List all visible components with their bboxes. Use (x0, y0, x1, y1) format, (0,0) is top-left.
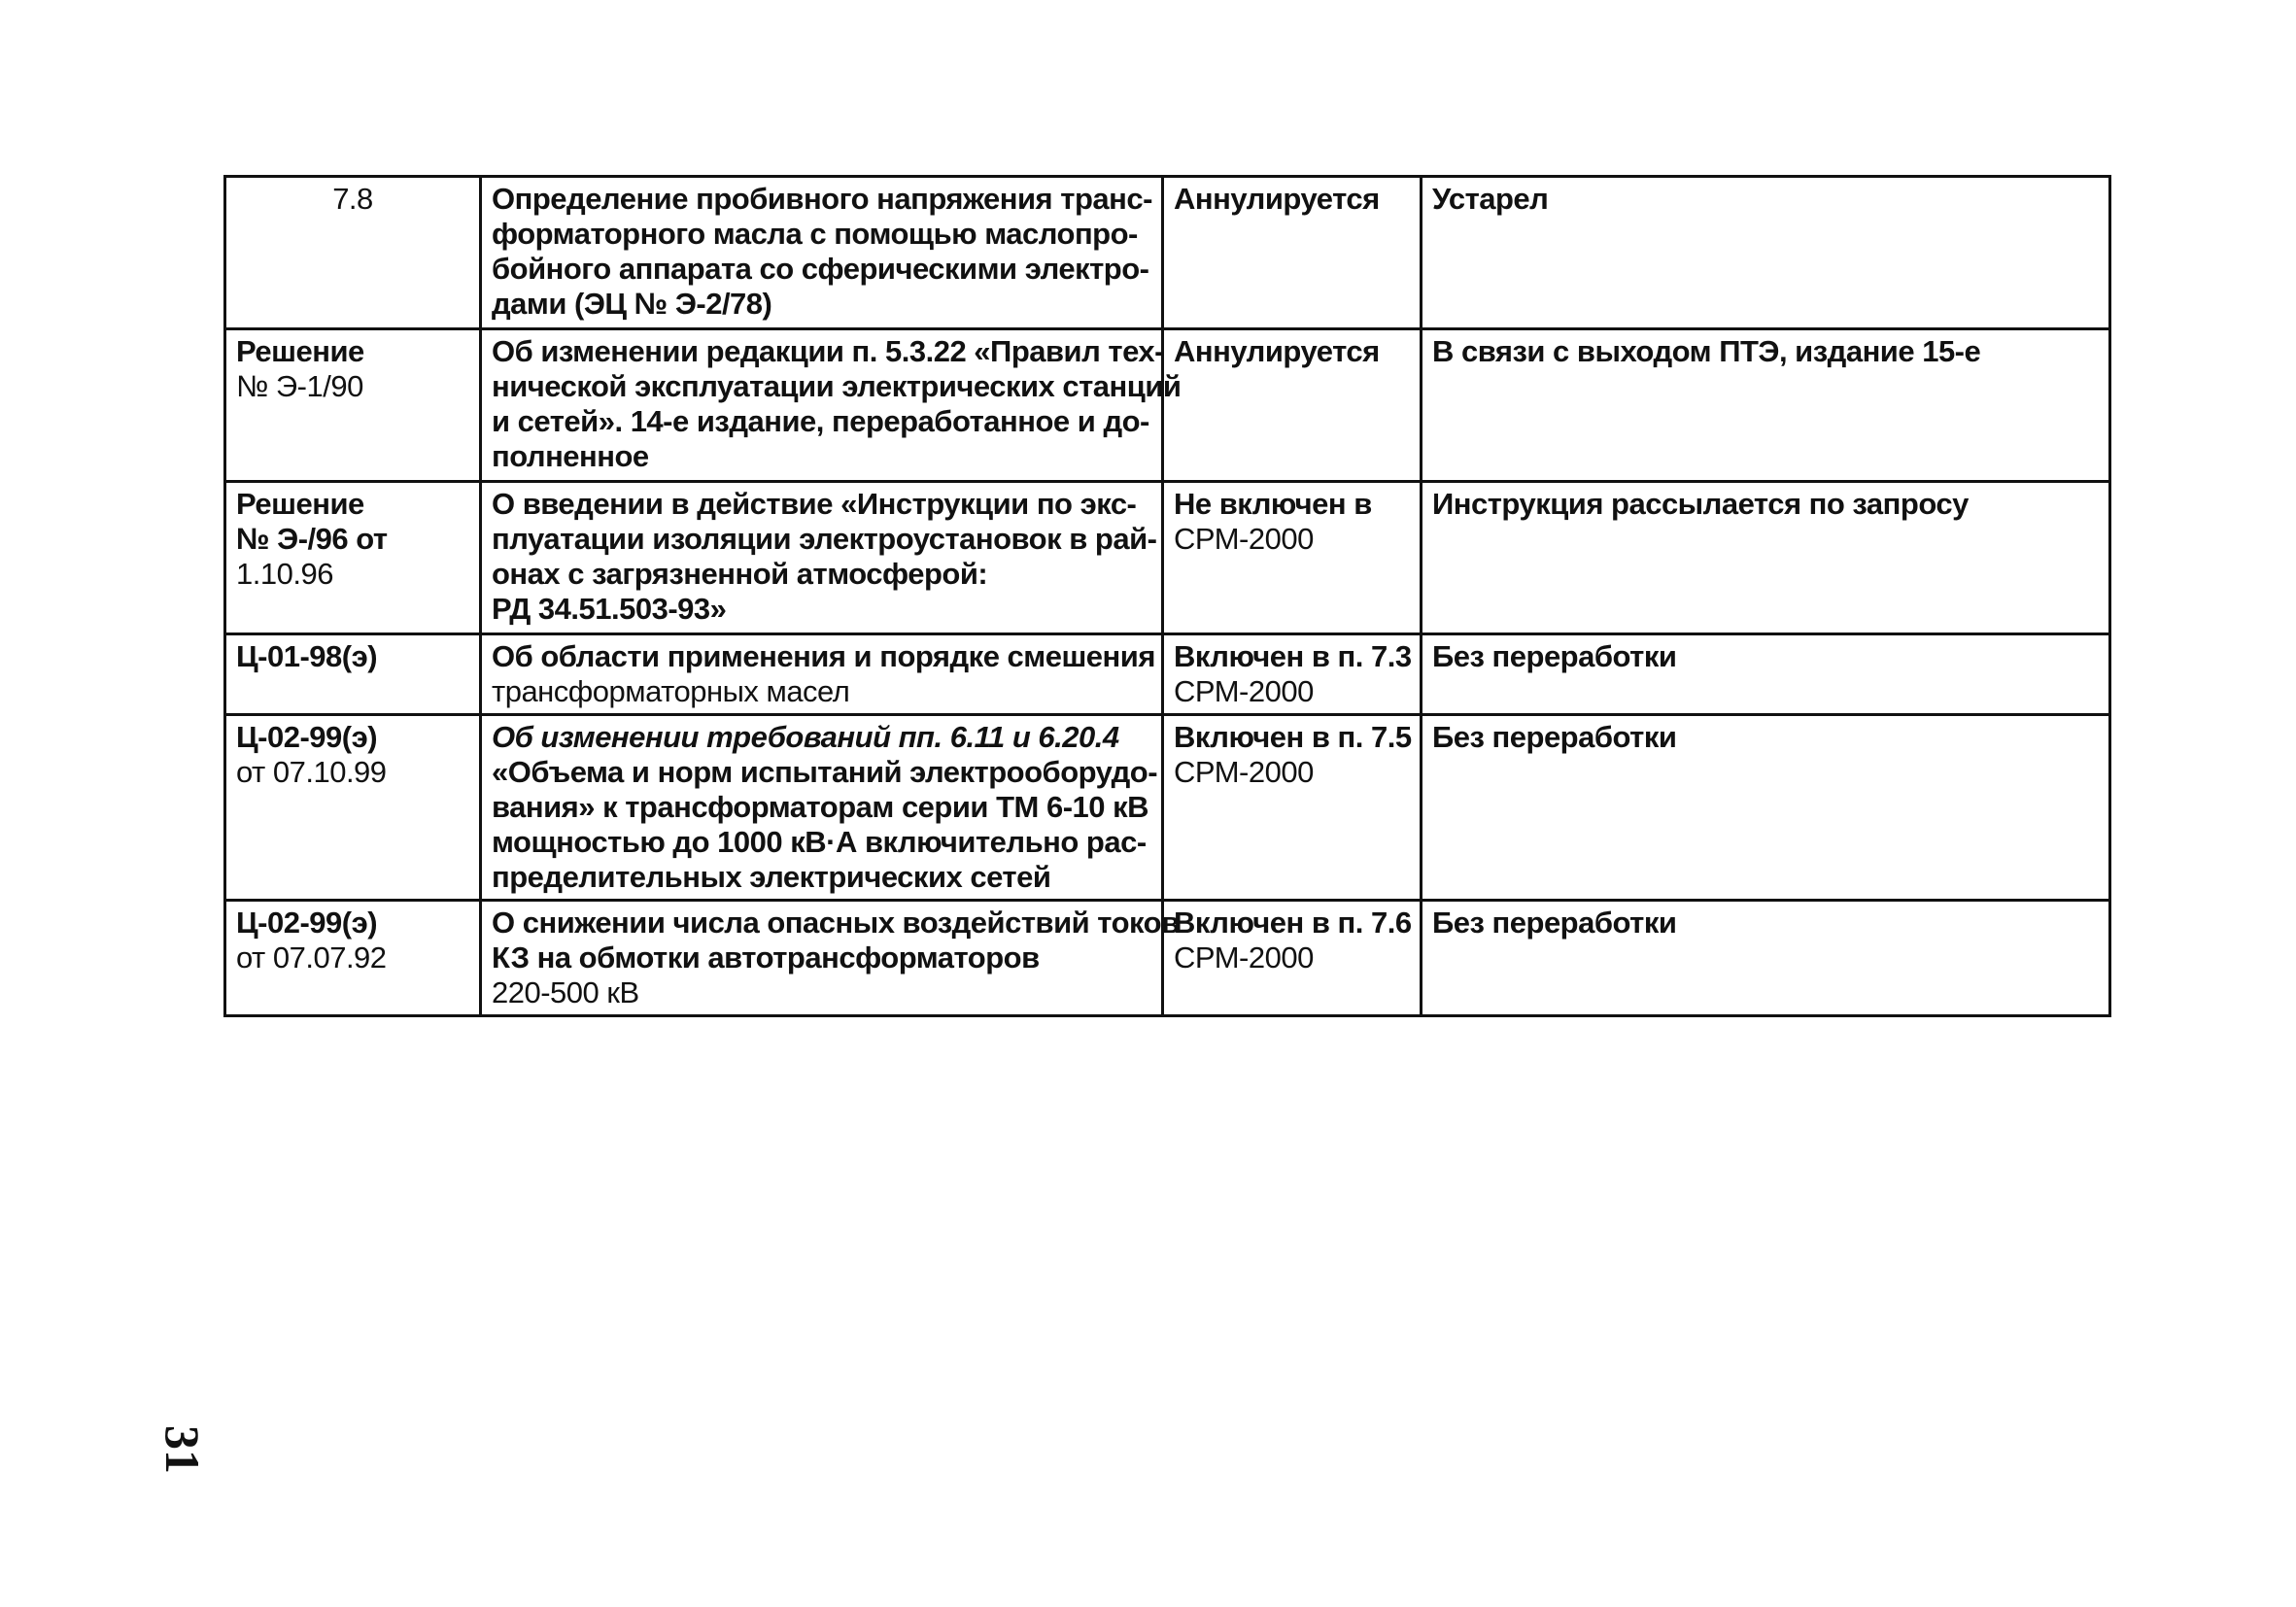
doc-code-cell (225, 634, 481, 715)
doc-title-cell (481, 329, 1182, 482)
doc-title-cell (481, 634, 1163, 715)
doc-note-line: В связи с выходом ПТЭ, издание 15-е (1432, 334, 1981, 368)
doc-code-line: Ц-02-99(э) (236, 720, 378, 754)
doc-title-line: О снижении числа опасных воздействий токов (492, 906, 1180, 940)
doc-title-line: вания» к трансформаторам серии ТМ 6-10 кВ (492, 790, 1149, 824)
doc-code-line: № Э-/96 от (236, 522, 388, 556)
doc-title-cell (481, 901, 1180, 1016)
doc-code-line: Ц-01-98(э) (236, 639, 378, 673)
doc-note-cell (1422, 482, 2110, 634)
doc-note-line: Устарел (1432, 182, 1549, 216)
doc-note-line: Без переработки (1432, 720, 1677, 754)
doc-status-line: СРМ-2000 (1174, 522, 1314, 556)
doc-status-line: СРМ-2000 (1174, 674, 1314, 708)
doc-status-line: Аннулируется (1174, 334, 1380, 368)
doc-note-cell (1422, 715, 2110, 901)
doc-code-line: Решение (236, 334, 364, 368)
doc-title-line: и сетей». 14-е издание, переработанное и до- (492, 404, 1149, 438)
doc-note-cell (1422, 901, 2110, 1016)
doc-code-line: Решение (236, 487, 364, 521)
doc-code-line: 7.8 (332, 182, 373, 216)
doc-code-cell (225, 715, 481, 901)
document-table (223, 175, 2111, 1017)
doc-status-cell (1163, 901, 1422, 1016)
doc-note-cell (1422, 177, 2110, 329)
doc-status-line: СРМ-2000 (1174, 755, 1314, 789)
doc-note-line: Инструкция рассылается по запросу (1432, 487, 1969, 521)
doc-status-line: Включен в п. 7.6 (1174, 906, 1412, 940)
doc-title-line: КЗ на обмотки автотрансформаторов (492, 940, 1040, 974)
doc-title-line: мощностью до 1000 кВ·А включительно рас- (492, 825, 1147, 859)
doc-title-line: Определение пробивного напряжения транс- (492, 182, 1152, 216)
doc-note-cell (1422, 329, 2110, 482)
doc-code-cell (225, 482, 481, 634)
table-row (225, 634, 2110, 715)
table-row (225, 901, 2110, 1016)
doc-title-line: плуатации изоляции электроустановок в рай- (492, 522, 1157, 556)
doc-title-line: РД 34.51.503-93» (492, 592, 727, 626)
doc-note-line: Без переработки (1432, 906, 1677, 940)
doc-title-line: нической эксплуатации электрических станций (492, 369, 1182, 403)
doc-title-line: Об изменении требований пп. 6.11 и 6.20.4 (492, 720, 1119, 754)
doc-title-line: полненное (492, 439, 649, 473)
doc-title-line: О введении в действие «Инструкции по экс- (492, 487, 1137, 521)
doc-status-cell (1163, 329, 1422, 482)
table-row (225, 329, 2110, 482)
doc-status-line: Включен в п. 7.5 (1174, 720, 1412, 754)
doc-note-line: Без переработки (1432, 639, 1677, 673)
doc-code-line: Ц-02-99(э) (236, 906, 378, 940)
doc-title-line: форматорного масла с помощью маслопро- (492, 217, 1138, 251)
doc-title-line: пределительных электрических сетей (492, 860, 1051, 894)
doc-title-cell (481, 715, 1163, 901)
doc-code-cell (225, 329, 481, 482)
page-number: 31 (155, 1425, 210, 1474)
doc-code-line: № Э-1/90 (236, 369, 363, 403)
doc-title-line: Об области применения и порядке смешения (492, 639, 1155, 673)
doc-status-line: Не включен в (1174, 487, 1372, 521)
doc-status-cell (1163, 482, 1422, 634)
table-row (225, 482, 2110, 634)
doc-title-cell (481, 482, 1163, 634)
doc-code-cell (225, 177, 481, 329)
doc-title-cell (481, 177, 1163, 329)
doc-status-line: Включен в п. 7.3 (1174, 639, 1412, 673)
doc-note-cell (1422, 634, 2110, 715)
doc-title-line: Об изменении редакции п. 5.3.22 «Правил тех- (492, 334, 1164, 368)
doc-title-line: дами (ЭЦ № Э-2/78) (492, 287, 772, 321)
doc-code-line: от 07.10.99 (236, 755, 387, 789)
doc-code-line: 1.10.96 (236, 557, 333, 591)
doc-code-line: от 07.07.92 (236, 940, 387, 974)
table-row (225, 177, 2110, 329)
table-row (225, 715, 2110, 901)
doc-code-cell (225, 901, 481, 1016)
doc-status-cell (1163, 634, 1422, 715)
doc-status-cell (1163, 177, 1422, 329)
doc-title-line: «Объема и норм испытаний электрооборудо- (492, 755, 1158, 789)
doc-status-line: Аннулируется (1174, 182, 1380, 216)
doc-title-line: бойного аппарата со сферическими электро- (492, 252, 1149, 286)
doc-title-line: 220-500 кВ (492, 975, 639, 1009)
doc-title-line: онах с загрязненной атмосферой: (492, 557, 988, 591)
doc-status-line: СРМ-2000 (1174, 940, 1314, 974)
doc-title-line: трансформаторных масел (492, 674, 850, 708)
doc-status-cell (1163, 715, 1422, 901)
